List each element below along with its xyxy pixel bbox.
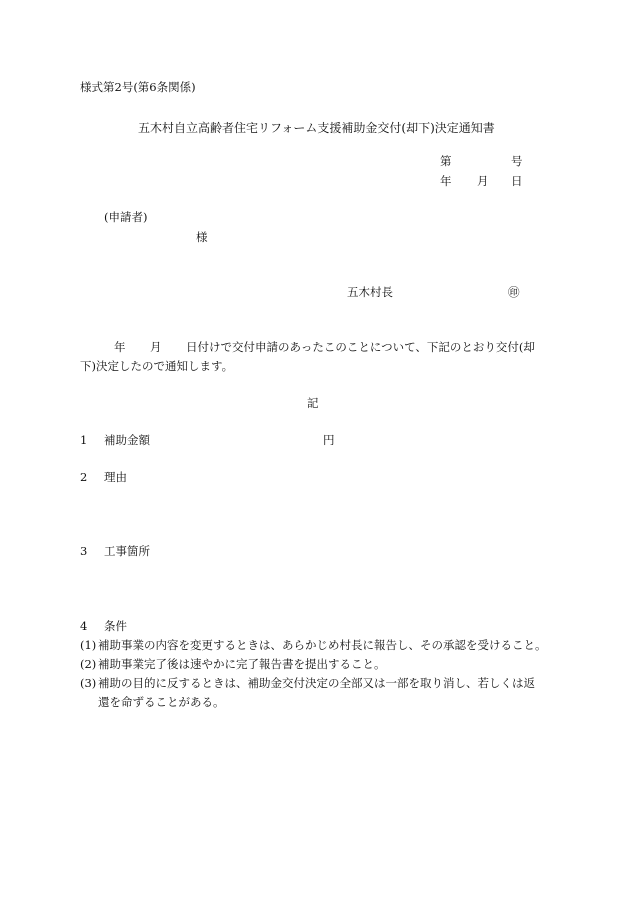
body-year: 年 (114, 340, 126, 354)
issuer-name: 五木村長 (347, 285, 393, 299)
item-1-label: 補助金額 (104, 433, 150, 447)
item-3-label: 工事箇所 (104, 544, 150, 558)
item-4-label: 条件 (104, 619, 127, 633)
item-1-number: 1 (80, 433, 88, 447)
ki-heading: 記 (307, 396, 319, 410)
item-3-number: 3 (80, 544, 88, 558)
item-4-number: 4 (80, 619, 88, 633)
seal-mark: ㊞ (508, 285, 520, 299)
applicant-honorific: 様 (196, 230, 208, 244)
date-day: 日 (511, 174, 523, 188)
condition-3-continuation: 還を命ずることがある。 (98, 695, 225, 709)
condition-3-mark: (3) (80, 676, 97, 690)
doc-number-suffix: 号 (511, 154, 523, 168)
item-2-number: 2 (80, 470, 88, 484)
body-month: 月 (150, 340, 162, 354)
item-2-label: 理由 (104, 470, 127, 484)
doc-number-prefix: 第 (440, 154, 452, 168)
condition-1-mark: (1) (80, 638, 97, 652)
date-year: 年 (440, 174, 452, 188)
body-line2: 下)決定したので通知します。 (80, 359, 234, 373)
body-line1: 日付けで交付申請のあったこのことについて、下記のとおり交付(却 (186, 340, 535, 354)
condition-3-text: 補助の目的に反するときは、補助金交付決定の全部又は一部を取り消し、若しくは返 (98, 676, 535, 690)
applicant-label: (申請者) (104, 210, 148, 224)
date-month: 月 (477, 174, 489, 188)
document-title: 五木村自立高齢者住宅リフォーム支援補助金交付(却下)決定通知書 (138, 121, 495, 135)
condition-1-text: 補助事業の内容を変更するときは、あらかじめ村長に報告し、その承認を受けること。 (98, 638, 547, 652)
form-number: 様式第2号(第6条関係) (80, 80, 196, 94)
item-1-unit: 円 (323, 433, 335, 447)
condition-2-mark: (2) (80, 657, 97, 671)
condition-2-text: 補助事業完了後は速やかに完了報告書を提出すること。 (98, 657, 386, 671)
